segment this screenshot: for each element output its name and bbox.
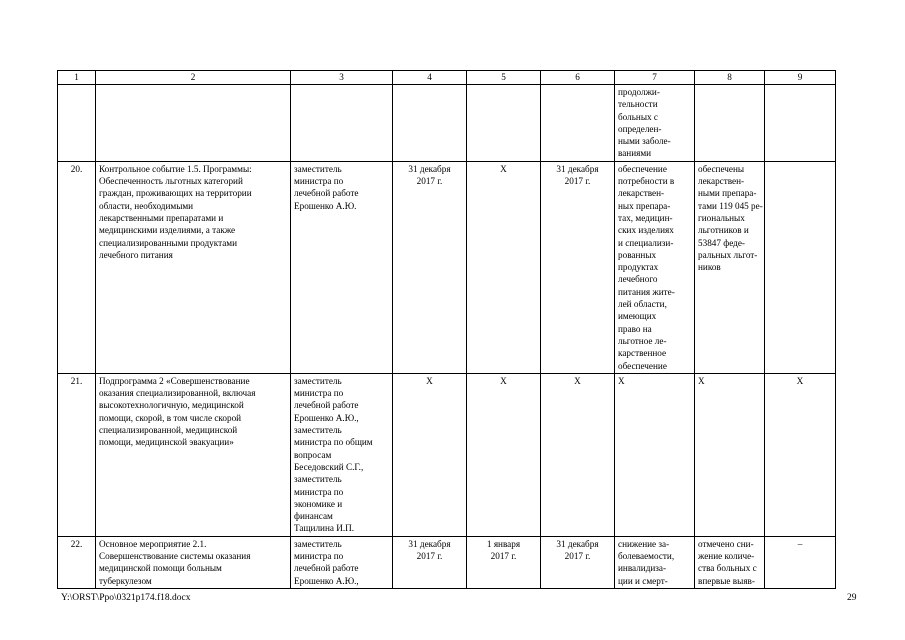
cell-line: Контрольное событие 1.5. Программы: [99,163,252,174]
cell-line: специализированной, медицинской [99,425,238,436]
actual-start-cell [467,536,541,588]
start-date-cell [393,373,467,536]
activity-name-cell [96,536,291,588]
document-table [57,70,836,589]
cell-line: ными заболе- [618,136,671,147]
cell-line: гиональных [698,212,745,223]
cell-line: 31 декабря [556,538,599,549]
start-date-cell [393,536,467,588]
cell-line: 31 декабря [408,163,451,174]
row-number-cell: 22. [58,536,96,588]
cell-line: обеспечение [618,360,667,371]
responsible-cell [291,85,393,162]
cell-line: продолжи- [618,87,660,97]
table-row [58,373,836,536]
cell-line: рованных [618,249,657,260]
cell-line: экономике и [294,498,343,509]
activity-name-cell [96,85,291,162]
cell-line: потребности в [618,176,675,187]
col-number: 2 [96,71,291,85]
cell-line: X [796,375,804,386]
cell-line: X [618,375,625,386]
cell-line: жение количе- [698,550,755,561]
table-row [58,85,836,162]
cell-line: имеющих [618,311,657,322]
cell-line: X [574,375,581,386]
responsible-cell [291,536,393,588]
end-date-cell [541,536,615,588]
cell-line: Беседовский С.Г., [294,461,364,472]
row-number-cell: 20. [58,161,96,373]
cell-line: X [426,375,433,386]
cell-line: 2017 г. [564,550,591,561]
actual-start-cell [467,161,541,373]
end-date-cell [541,161,615,373]
cell-line: тах, медицин- [618,212,673,223]
cell-line: карственное [618,348,667,359]
cell-line: Основное мероприятие 2.1. [99,538,207,549]
col-number: 9 [765,71,836,85]
cell-line: X [500,163,507,174]
expected-result-cell [615,373,695,536]
cell-line: лечебного [618,274,658,285]
actual-start-cell [467,373,541,536]
cell-line: ства больных с [698,563,757,574]
cell-line: медицинской помощи больным [99,563,222,574]
expected-result-cell [615,536,695,588]
cell-line: ции и смерт- [618,575,668,586]
col-number: 7 [615,71,695,85]
col-number: 6 [541,71,615,85]
actual-result-cell [695,536,765,588]
cell-line: право на [618,323,652,334]
cell-line: обеспечены [698,163,745,174]
cell-line: и специализи- [618,237,674,248]
actual-result-cell [695,161,765,373]
actual-result-cell [695,85,765,162]
cell-line: – [797,538,803,549]
actual-start-cell [467,85,541,162]
cell-line: лекарственными препаратами и [99,212,224,223]
cell-line: лечебного питания [99,249,173,260]
cell-line: ральных льгот- [698,249,758,260]
cell-line: больных с [618,111,658,122]
start-date-cell [393,161,467,373]
cell-line: заместитель [294,538,342,549]
cell-line: льготников и [698,225,749,236]
cell-line: заместитель [294,425,342,436]
cell-line: Ерошенко А.Ю. [294,200,357,211]
cell-line: министра по [294,176,344,187]
col-number: 8 [695,71,765,85]
cell-line: заместитель [294,375,342,386]
cell-line: оказания специализированной, включая [99,388,256,399]
cell-line: 31 декабря [556,163,599,174]
end-date-cell [541,373,615,536]
cell-line: лечебной работе [294,188,359,199]
cell-line: области, необходимыми [99,200,194,211]
cell-line: лечебной работе [294,563,359,574]
cell-line: граждан, проживающих на территории [99,188,252,199]
cell-line: ных препара- [618,200,671,211]
table-row [58,536,836,588]
cell-line: заместитель [294,163,342,174]
cell-line: высокотехнологичную, медицинской [99,400,244,411]
end-date-cell [541,85,615,162]
cell-line: вопросам [294,449,332,460]
cell-line: заместитель [294,474,342,485]
cell-line: инвалидиза- [618,563,667,574]
notes-cell [765,536,836,588]
col-number: 5 [467,71,541,85]
activity-name-cell [96,373,291,536]
notes-cell [765,373,836,536]
actual-result-cell [695,373,765,536]
cell-line: ными препара- [698,188,757,199]
column-number-row [58,71,836,85]
cell-line: ников [698,262,721,273]
notes-cell [765,161,836,373]
cell-line: Ерошенко А.Ю., [294,575,359,586]
cell-line: питания жите- [618,286,675,297]
cell-line: продуктах [618,262,659,273]
cell-line: X [500,375,507,386]
cell-line: Совершенствование системы оказания [99,550,251,561]
cell-line: 1 января [486,538,521,549]
cell-line: отмечено сни- [698,538,754,549]
cell-line: 2017 г. [490,550,517,561]
expected-result-cell [615,161,695,373]
cell-line: 2017 г. [416,176,443,187]
cell-line: Обеспеченность льготных категорий [99,176,243,187]
cell-line: лечебной работе [294,400,359,411]
cell-line: тами 119 045 ре- [698,200,763,211]
cell-line: обеспечение [618,163,667,174]
notes-cell [765,85,836,162]
cell-line: болеваемости, [618,550,675,561]
cell-line: ваниями [618,148,652,159]
cell-line: специализированными продуктами [99,237,238,248]
cell-line: министра по [294,388,344,399]
cell-line: 2017 г. [564,176,591,187]
col-number: 3 [291,71,393,85]
responsible-cell [291,373,393,536]
activity-name-cell [96,161,291,373]
cell-line: впервые выяв- [698,575,755,586]
cell-line: 53847 феде- [698,237,745,248]
cell-line: министра по [294,550,344,561]
responsible-cell [291,161,393,373]
cell-line: ских изделиях [618,225,674,236]
row-number-cell: 21. [58,373,96,536]
page-number: 29 [847,593,857,603]
cell-line: определен- [618,123,662,134]
cell-line: министра по общим [294,437,373,448]
cell-line: Тащилина И.П. [294,523,355,534]
cell-line: министра по [294,486,344,497]
cell-line: туберкулезом [99,575,152,586]
cell-line: тельности [618,99,658,110]
cell-line: помощи, скорой, в том числе скорой [99,412,242,423]
col-number: 1 [58,71,96,85]
cell-line: лекарствен- [618,188,665,199]
file-path-footer: Y:\ORST\Ppo\0321p174.f18.docx [61,593,191,603]
col-number: 4 [393,71,467,85]
expected-result-cell [615,85,695,162]
cell-line: X [698,375,705,386]
cell-line: Ерошенко А.Ю., [294,412,359,423]
cell-line: 31 декабря [408,538,451,549]
cell-line: снижение за- [618,538,670,549]
table-row [58,161,836,373]
cell-line: Подпрограмма 2 «Совершенствование [99,375,250,386]
cell-line: 2017 г. [416,550,443,561]
row-number-cell [58,85,96,162]
cell-line: финансам [294,511,333,522]
cell-line: помощи, медицинской эвакуации» [99,437,234,448]
cell-line: лей области, [618,299,667,310]
cell-line: лекарствен- [698,176,745,187]
cell-line: медицинскими изделиями, а также [99,225,236,236]
cell-line: льготное ле- [618,335,667,346]
start-date-cell [393,85,467,162]
